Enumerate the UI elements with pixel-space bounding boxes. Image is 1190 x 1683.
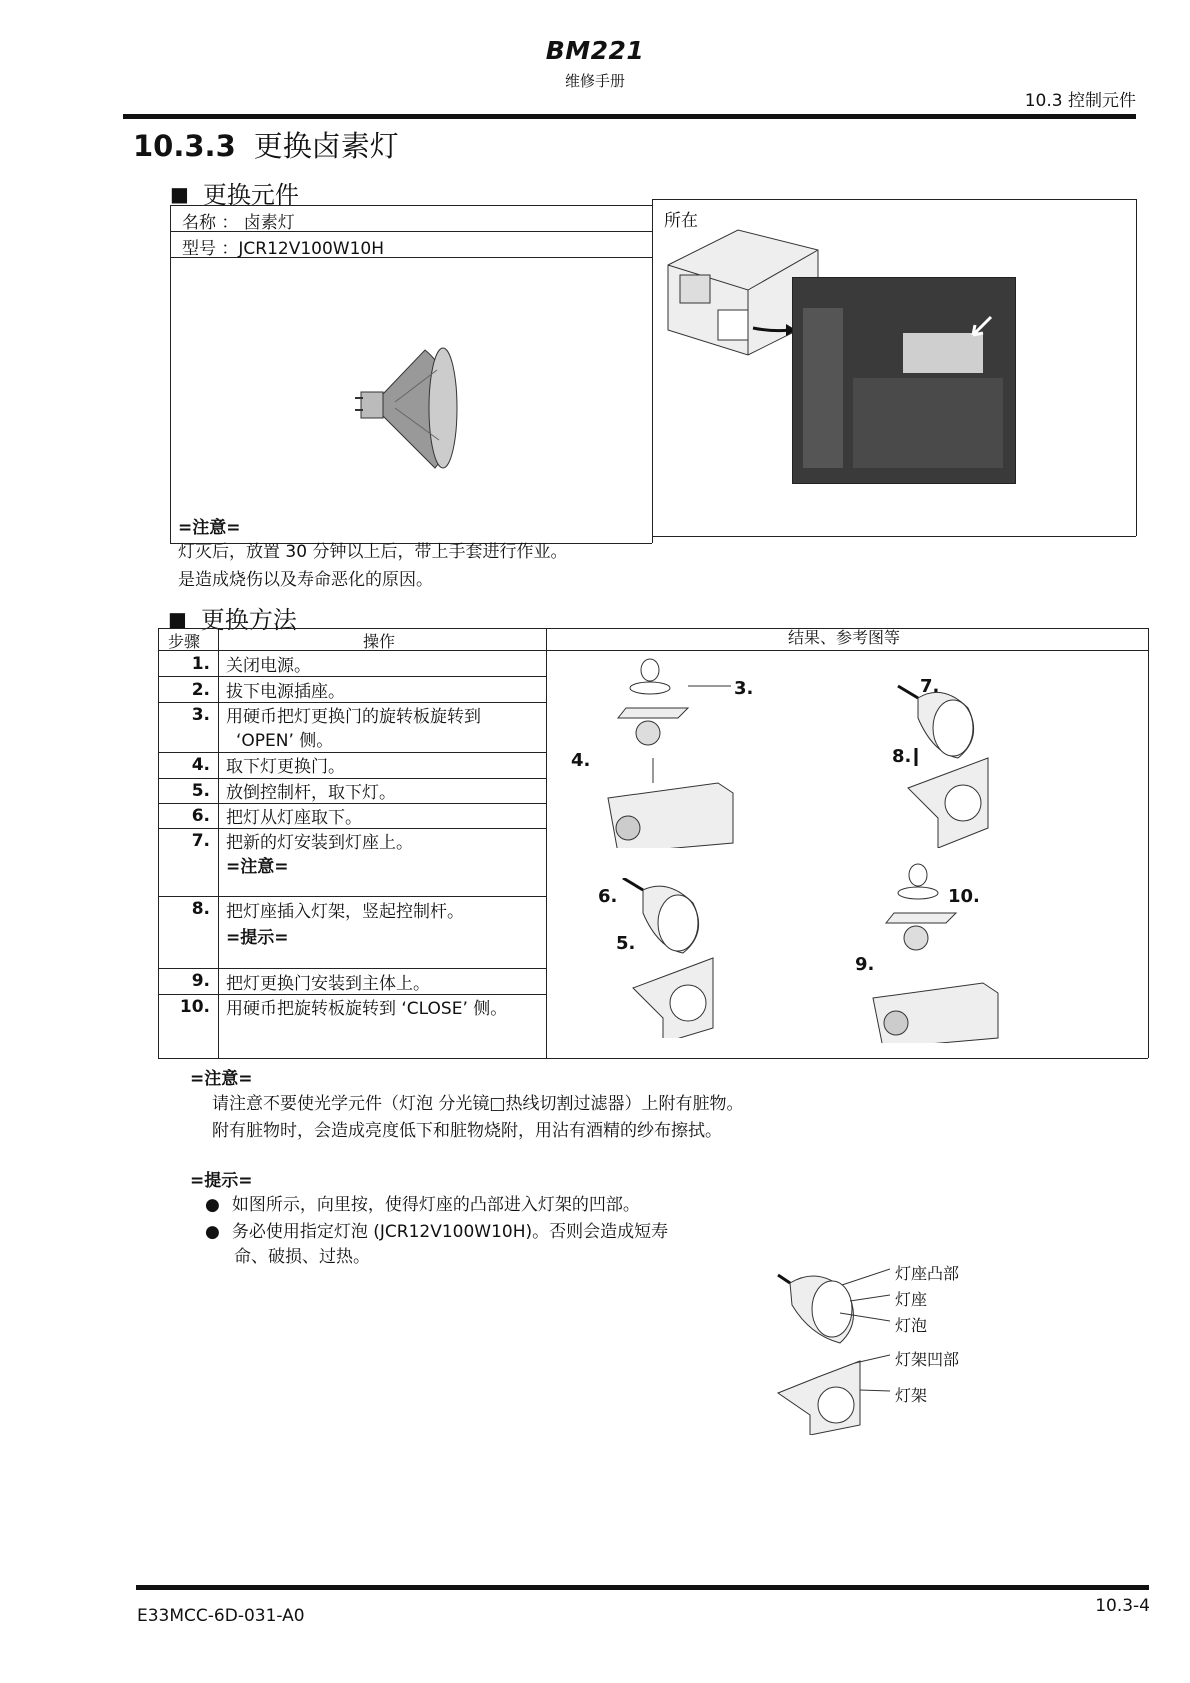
callout-label: 灯座 bbox=[895, 1290, 928, 1309]
method-heading: ■ 更换方法 bbox=[168, 600, 297, 635]
frame-line bbox=[652, 536, 1136, 537]
row-line bbox=[158, 968, 546, 969]
step-number: 4. bbox=[191, 755, 210, 775]
bullet-icon: ● bbox=[205, 1195, 220, 1215]
step-number: 5. bbox=[191, 781, 210, 801]
section-number: 10.3.3 bbox=[133, 129, 236, 163]
hint-bullet bbox=[205, 1192, 640, 1219]
machine-interior-photo bbox=[792, 277, 1016, 484]
hint-text: 如图所示，向里按，使得灯座的凸部进入灯架的凹部。 bbox=[231, 1195, 640, 1215]
manual-subtitle: 维修手册 bbox=[564, 72, 625, 90]
page-number: 10.3-4 bbox=[1095, 1596, 1150, 1616]
part-table bbox=[170, 205, 1136, 545]
col-op-header: 操作 bbox=[363, 632, 396, 651]
document-code: E33MCC-6D-031-A0 bbox=[137, 1606, 305, 1626]
col-result-header: 结果、参考图等 bbox=[788, 628, 901, 647]
step-number: 3. bbox=[191, 705, 210, 725]
model-title: BM221 bbox=[545, 36, 645, 65]
frame-line bbox=[170, 205, 652, 206]
lamp-remove-diagram bbox=[613, 878, 743, 1038]
bullet-icon: ● bbox=[205, 1222, 220, 1242]
step-text: 把灯座插入灯架，竖起控制杆。 bbox=[226, 902, 464, 922]
step-text: 关闭电源。 bbox=[226, 656, 311, 676]
frame-line bbox=[158, 628, 1148, 629]
step-number: 6. bbox=[191, 806, 210, 826]
step-text: ‘OPEN’ 侧。 bbox=[236, 731, 334, 751]
step-text: 放倒控制杆，取下灯。 bbox=[226, 783, 396, 803]
callout-label: 灯座凸部 bbox=[895, 1264, 960, 1283]
figure-label: 4. bbox=[571, 750, 591, 771]
step-note: =注意= bbox=[226, 857, 289, 877]
step-number: 1. bbox=[191, 654, 210, 674]
row-line bbox=[158, 752, 546, 753]
figure-label: 3. bbox=[734, 678, 754, 699]
section-reference: 10.3 控制元件 bbox=[1024, 91, 1136, 111]
hint-text: 务必使用指定灯泡 (JCR12V100W10H)。否则会造成短寿 bbox=[231, 1222, 669, 1242]
step-text: 把新的灯安装到灯座上。 bbox=[226, 833, 413, 853]
step-number: 8. bbox=[191, 899, 210, 919]
location-label: 所在 bbox=[664, 211, 698, 231]
step-number: 7. bbox=[191, 831, 210, 851]
caution-line: 是造成烧伤以及寿命恶化的原因。 bbox=[178, 570, 433, 590]
frame-line bbox=[652, 199, 1136, 200]
lamp-parts-diagram bbox=[770, 1265, 910, 1435]
lamp-housing-diagram bbox=[598, 658, 748, 848]
step-text: 取下灯更换门。 bbox=[226, 757, 345, 777]
section-title: 更换卤素灯 bbox=[253, 129, 399, 163]
col-step-header: 步骤 bbox=[168, 632, 201, 651]
step-number: 10. bbox=[179, 997, 210, 1017]
figure-label: 7. bbox=[920, 676, 940, 697]
figure-label: 10. bbox=[948, 886, 980, 907]
figure-label: 8. bbox=[892, 746, 912, 767]
figure-label: 5. bbox=[616, 933, 636, 954]
frame-line bbox=[1136, 199, 1137, 536]
row-line bbox=[158, 676, 546, 677]
callout-label: 灯泡 bbox=[895, 1316, 928, 1335]
caution-title: =注意= bbox=[178, 518, 241, 538]
caution-line: 附有脏物时，会造成亮度低下和脏物烧附，用沾有酒精的纱布擦拭。 bbox=[212, 1121, 722, 1141]
row-line bbox=[158, 702, 546, 703]
halogen-lamp-image bbox=[355, 340, 475, 470]
callout-label: 灯架凹部 bbox=[895, 1350, 960, 1369]
callout-label: 灯架 bbox=[895, 1386, 928, 1405]
step-number: 2. bbox=[191, 680, 210, 700]
frame-line bbox=[1148, 628, 1149, 1058]
figure-label: 9. bbox=[855, 954, 875, 975]
lamp-install-diagram bbox=[868, 863, 1008, 1043]
step-note: =提示= bbox=[226, 928, 289, 948]
footer-rule bbox=[136, 1585, 1149, 1590]
figure-label: 6. bbox=[598, 886, 618, 907]
part-name: 名称 ： 卤素灯 bbox=[182, 213, 295, 233]
frame-line bbox=[170, 205, 171, 543]
header-rule bbox=[123, 114, 1136, 119]
frame-line bbox=[158, 1058, 1148, 1059]
row-line bbox=[158, 896, 546, 897]
hint-title: =提示= bbox=[190, 1171, 253, 1191]
step-text: 用硬币把灯更换门的旋转板旋转到 bbox=[226, 707, 481, 727]
section-heading bbox=[133, 124, 399, 165]
step-text: 用硬币把旋转板旋转到 ‘CLOSE’ 侧。 bbox=[226, 999, 508, 1019]
caution-line: 请注意不要使光学元件（灯泡 分光镜□热线切割过滤器）上附有脏物。 bbox=[212, 1094, 744, 1114]
step-number: 9. bbox=[191, 971, 210, 991]
row-line bbox=[158, 778, 546, 779]
step-text: 把灯从灯座取下。 bbox=[226, 808, 362, 828]
caution-title: =注意= bbox=[190, 1069, 253, 1089]
method-table bbox=[158, 628, 1148, 1058]
step-text: 把灯更换门安装到主体上。 bbox=[226, 974, 430, 994]
frame-line bbox=[546, 628, 547, 1058]
replace-part-heading: ■ 更换元件 bbox=[170, 175, 299, 210]
caution-line: 灯灭后，放置 30 分钟以上后，带上手套进行作业。 bbox=[178, 542, 568, 562]
part-model: 型号 ：JCR12V100W10H bbox=[182, 239, 385, 259]
hint-bullet bbox=[205, 1219, 668, 1246]
frame-line bbox=[158, 650, 1148, 651]
frame-line bbox=[652, 199, 653, 543]
hint-text: 命、破损、过热。 bbox=[234, 1247, 370, 1267]
step-text: 拔下电源插座。 bbox=[226, 682, 345, 702]
